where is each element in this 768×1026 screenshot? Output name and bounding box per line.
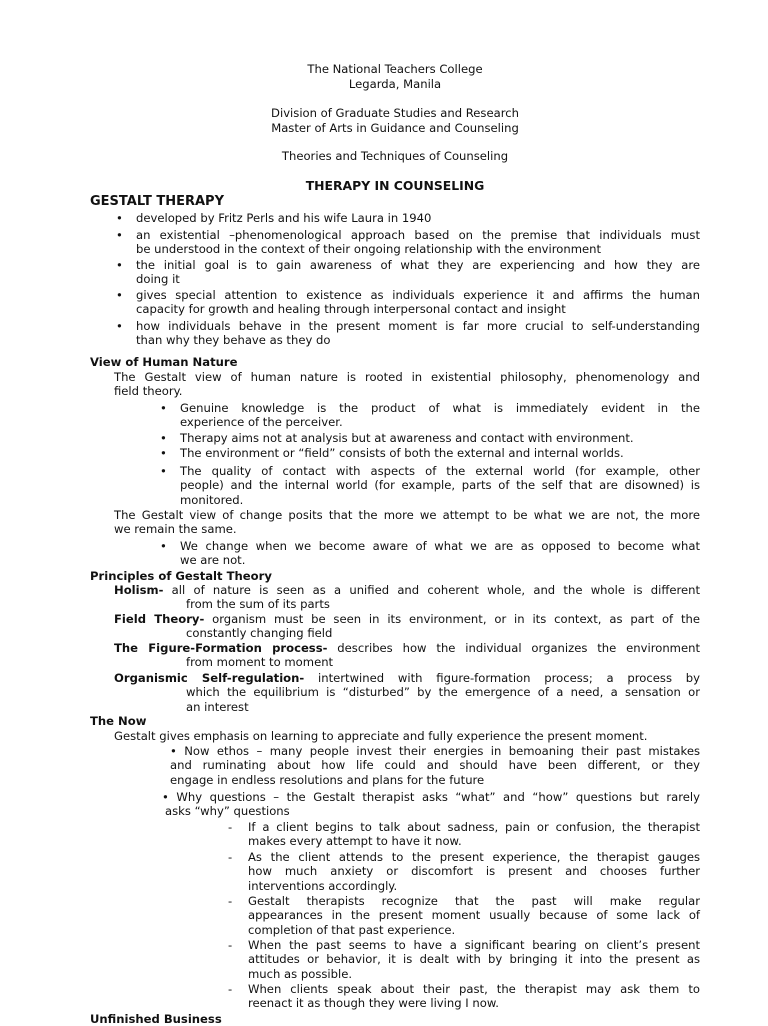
dash-marker-icon: - — [228, 820, 233, 834]
human-nature-change-line: we remain the same. — [114, 522, 237, 537]
bullet-icon: • — [116, 258, 123, 272]
now-dash-text-line: interventions accordingly. — [248, 878, 398, 893]
principle-term: Organismic Self-regulation- — [114, 671, 305, 685]
human-nature-bullet-text-line: The environment or “field” consists of both the external and internal worlds. — [180, 446, 624, 460]
now-dash-text-line: attitudes or behavior, it is dealt with by bringing it into the present as — [248, 952, 700, 967]
section-heading-gestalt: GESTALT THERAPY — [90, 194, 224, 209]
program-name: Master of Arts in Guidance and Counseling — [271, 121, 519, 135]
bullet-icon: • — [160, 539, 167, 553]
gestalt-bullet-text-line: than why they behave as they do — [136, 333, 331, 348]
principle-item — [114, 612, 700, 626]
human-nature-bullet-text-line: The quality of contact with aspects of the external world (for example, other — [180, 464, 700, 478]
section-heading-principles: Principles of Gestalt Theory — [90, 569, 272, 583]
principle-item — [114, 583, 700, 597]
gestalt-bullet-text-line: how individuals behave in the present moment is far more crucial to self-understanding — [136, 319, 700, 333]
principle-definition-line: from moment to moment — [186, 655, 334, 670]
principle-definition-line: an interest — [186, 699, 249, 714]
now-ethos-line: and ruminating about how life could and should have been different, or they — [170, 758, 700, 773]
gestalt-bullet-text-line: capacity for growth and healing through interpersonal contact and insight — [136, 302, 566, 317]
why-questions-line: • Why questions – the Gestalt therapist asks “what” and “how” questions but rarely — [162, 790, 700, 804]
gestalt-bullet-text-line: be understood in the context of their ongoing relationship with the environment — [136, 242, 602, 257]
human-nature-bullet-text-line: Genuine knowledge is the product of what is immediately evident in the — [180, 401, 700, 415]
change-bullet-text-line: we are not. — [180, 553, 246, 568]
bullet-icon: • — [160, 401, 167, 415]
gestalt-bullet-text-line: the initial goal is to gain awareness of what they are experiencing and how they are — [136, 258, 700, 272]
now-dash-text-line: makes every attempt to have it now. — [248, 834, 462, 849]
dash-marker-icon: - — [228, 894, 233, 908]
now-dash-text-line: completion of that past experience. — [248, 922, 456, 937]
bullet-icon: • — [116, 319, 123, 333]
human-nature-bullet-text-line: monitored. — [180, 492, 244, 507]
principle-definition: all of nature is seen as a unified and coherent whole, and the whole is different — [163, 583, 700, 597]
now-dash-text-line: If a client begins to talk about sadness, pain or confusion, the therapist — [248, 820, 700, 834]
dash-marker-icon: - — [228, 938, 233, 952]
bullet-icon: • — [160, 464, 167, 478]
dash-marker-icon: - — [228, 850, 233, 864]
human-nature-bullet-text-line: people) and the internal world (for example, parts of the self that are disowned) is — [180, 478, 700, 493]
principle-item — [114, 671, 700, 685]
bullet-icon: • — [116, 228, 123, 242]
gestalt-bullet-text-line: an existential –phenomenological approach based on the premise that individuals must — [136, 228, 700, 242]
course-name: Theories and Techniques of Counseling — [281, 149, 509, 163]
gestalt-bullet-text-line: gives special attention to existence as individuals experience it and affirms the human — [136, 288, 700, 302]
bullet-icon: • — [160, 431, 167, 445]
document-title: THERAPY IN COUNSELING — [305, 178, 485, 193]
bullet-icon: • — [160, 446, 167, 460]
human-nature-bullet-text-line: experience of the perceiver. — [180, 415, 343, 430]
division-name: Division of Graduate Studies and Research — [271, 106, 519, 120]
principle-definition: describes how the individual organizes the environment — [327, 641, 700, 655]
principle-definition-line: constantly changing field — [186, 626, 333, 641]
now-dash-text-line: much as possible. — [248, 966, 353, 981]
principle-term: The Figure-Formation process- — [114, 641, 328, 655]
human-nature-intro-line: The Gestalt view of human nature is rooted in existential philosophy, phenomenology and — [114, 370, 700, 384]
now-intro: Gestalt gives emphasis on learning to appreciate and fully experience the present moment. — [114, 729, 648, 743]
bullet-icon: • — [116, 288, 123, 302]
now-ethos-line: • Now ethos – many people invest their energies in bemoaning their past mistakes — [170, 744, 700, 758]
section-heading-unfinished-business: Unfinished Business — [90, 1012, 222, 1026]
why-questions-line: asks “why” questions — [165, 804, 290, 819]
now-dash-text-line: appearances in the present moment usually because of some lack of — [248, 908, 700, 923]
college-name: The National Teachers College — [307, 62, 483, 76]
principle-definition: organism must be seen in its environment, or in its context, as part of the — [204, 612, 700, 626]
now-dash-text-line: Gestalt therapists recognize that the past will make regular — [248, 894, 700, 908]
gestalt-bullet-text-line: doing it — [136, 272, 180, 287]
now-dash-text-line: how much anxiety or discomfort is present and chooses further — [248, 864, 700, 879]
now-dash-text-line: reenact it as though they were living I now. — [248, 996, 499, 1011]
now-ethos-line: engage in endless resolutions and plans for the future — [170, 772, 485, 787]
human-nature-bullet-text-line: Therapy aims not at analysis but at awareness and contact with environment. — [180, 431, 634, 445]
principle-item — [114, 641, 700, 655]
principle-definition: intertwined with figure-formation process; a process by — [304, 671, 700, 685]
change-bullet-text-line: We change when we become aware of what we are as opposed to become what — [180, 539, 700, 553]
bullet-icon: • — [116, 211, 123, 225]
human-nature-change-line: The Gestalt view of change posits that the more we attempt to be what we are not, the more — [114, 508, 700, 522]
principle-definition-line: from the sum of its parts — [186, 597, 330, 612]
gestalt-bullet-text-line: developed by Fritz Perls and his wife Laura in 1940 — [136, 211, 432, 225]
principle-definition-line: which the equilibrium is “disturbed” by the emergence of a need, a sensation or — [186, 685, 700, 700]
section-heading-the-now: The Now — [90, 714, 147, 728]
section-heading-human-nature: View of Human Nature — [90, 355, 238, 369]
now-dash-text-line: When the past seems to have a significant bearing on client’s present — [248, 938, 700, 952]
principle-term: Holism- — [114, 583, 164, 597]
now-dash-text-line: When clients speak about their past, the therapist may ask them to — [248, 982, 700, 996]
human-nature-intro-line: field theory. — [114, 384, 183, 399]
dash-marker-icon: - — [228, 982, 233, 996]
principle-term: Field Theory- — [114, 612, 205, 626]
now-dash-text-line: As the client attends to the present experience, the therapist gauges — [248, 850, 700, 864]
college-location: Legarda, Manila — [348, 77, 442, 91]
